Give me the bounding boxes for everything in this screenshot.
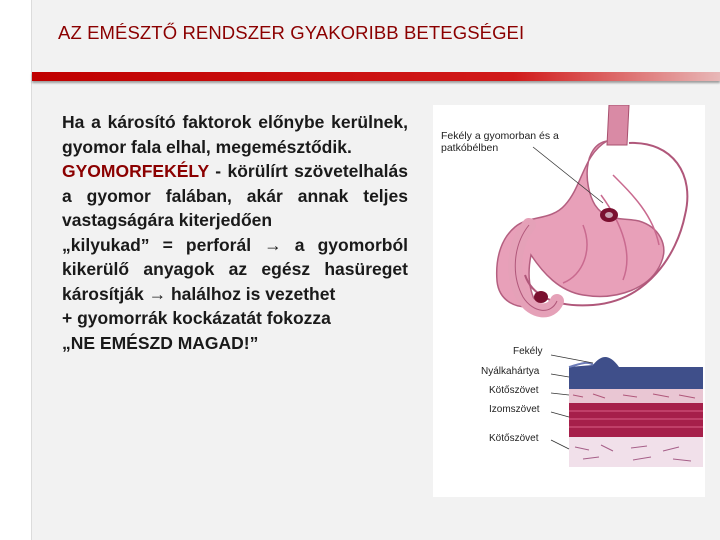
definition-text: - körülírt szövetelhalás a gyomor falában, akár annak teljes vastagságára kiterjedően	[62, 161, 408, 230]
label-connective-tissue-lower: Kötőszövet	[489, 433, 539, 444]
paragraph-cancer-risk: + gyomorrák kockázatát fokozza	[62, 308, 331, 328]
label-mucosa: Nyálkahártya	[481, 366, 540, 377]
duodenal-ulcer-spot	[534, 291, 548, 303]
paragraph-definition	[62, 159, 408, 233]
slide-body	[62, 110, 408, 355]
label-muscle-tissue: Izomszövet	[489, 404, 540, 415]
left-margin-strip	[0, 0, 32, 540]
label-ulcer: Fekély	[513, 346, 543, 357]
stomach-ulcer-figure	[433, 105, 705, 497]
figure-caption: Fekély a gyomorban és a patkóbélben	[441, 130, 559, 154]
stomach-illustration	[433, 105, 705, 497]
label-connective-tissue-upper: Kötőszövet	[489, 385, 539, 396]
tissue-layers-diagram	[551, 355, 703, 467]
slide-title: AZ EMÉSZTŐ RENDSZER GYAKORIBB BETEGSÉGEI	[58, 22, 525, 43]
paragraph-intro: Ha a károsító faktorok előnybe kerülnek, gyomor fala elhal, megemésztődik.	[62, 112, 408, 157]
paragraph-perforation: „kilyukad” = perforál → a gyomorból kikerülő anyagok az egész hasüreget károsítják → halálhoz is vezethet	[62, 234, 408, 304]
paragraph-slogan: „NE EMÉSZD MAGAD!”	[62, 332, 259, 353]
term-gyomorfekely: GYOMORFEKÉLY	[62, 161, 209, 181]
title-underline-bar	[32, 72, 720, 81]
